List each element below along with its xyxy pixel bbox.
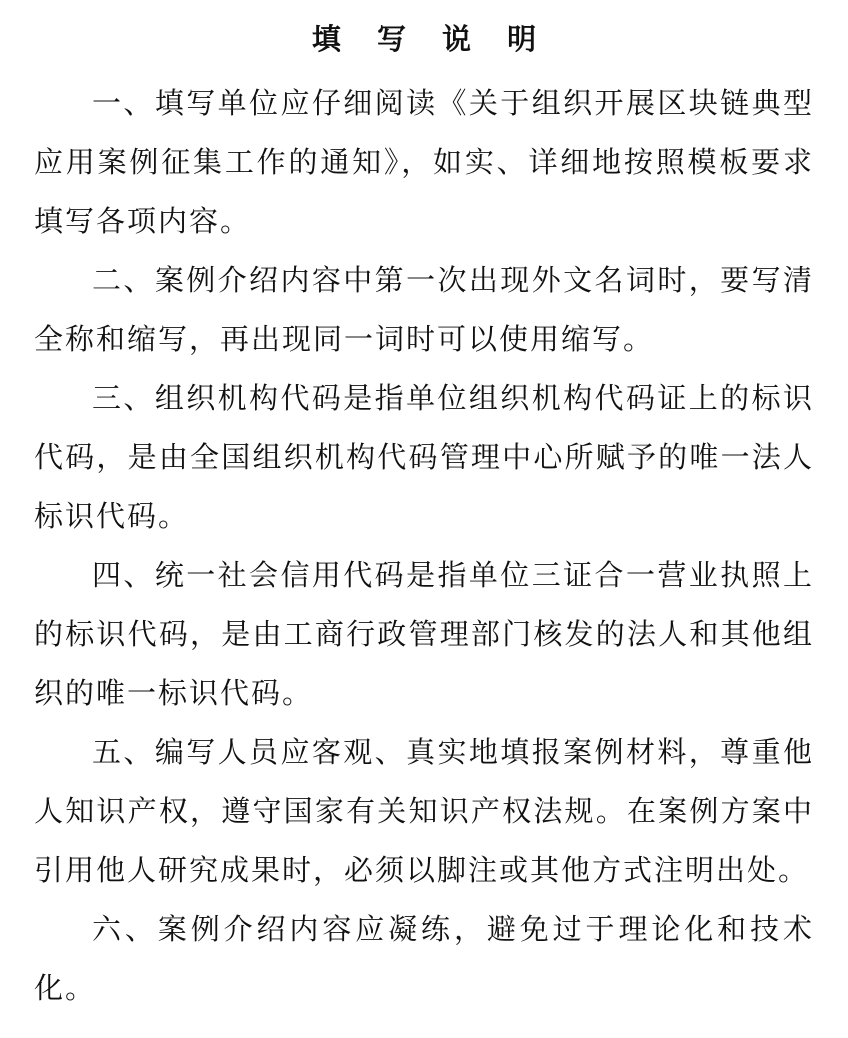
- instruction-paragraph-4: 四、统一社会信用代码是指单位三证合一营业执照上的标识代码，是由工商行政管理部门核发的法人和其他组织的唯一标识代码。: [34, 558, 814, 710]
- instruction-paragraph-1: 一、填写单位应仔细阅读《关于组织开展区块链典型应用案例征集工作的通知》，如实、详细地按照模板要求填写各项内容。: [34, 86, 814, 238]
- instruction-paragraph-3: 三、组织机构代码是指单位组织机构代码证上的标识代码，是由全国组织机构代码管理中心所赋予的唯一法人标识代码。: [34, 381, 814, 533]
- instruction-paragraph-6: 六、案例介绍内容应凝练，避免过于理论化和技术化。: [34, 912, 814, 1005]
- instructions-body: [34, 74, 814, 1018]
- page-title: 填 写 说 明: [311, 22, 550, 56]
- instruction-paragraph-5: 五、编写人员应客观、真实地填报案例材料，尊重他人知识产权，遵守国家有关知识产权法规。在案例方案中引用他人研究成果时，必须以脚注或其他方式注明出处。: [34, 735, 814, 887]
- instruction-paragraph-2: 二、案例介绍内容中第一次出现外文名词时，要写清全称和缩写，再出现同一词时可以使用缩写。: [34, 263, 814, 356]
